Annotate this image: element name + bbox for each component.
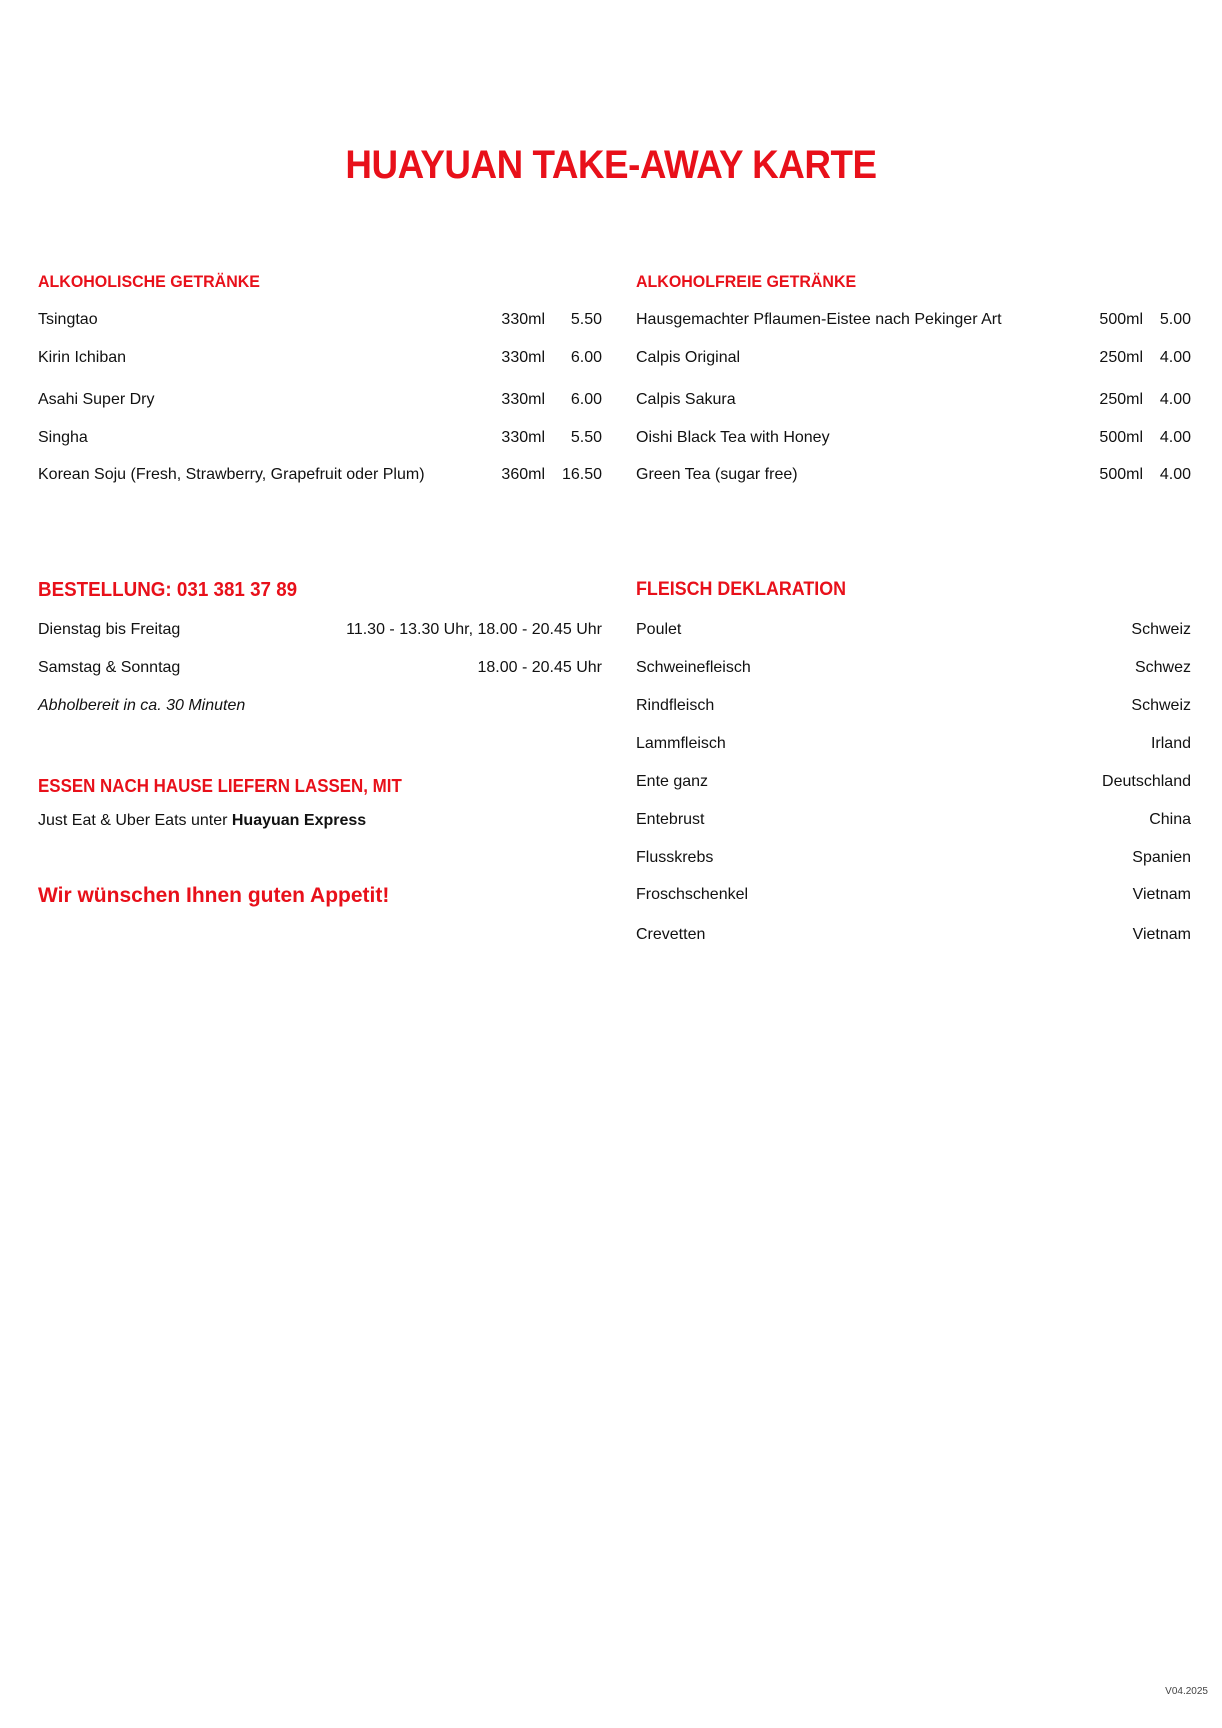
delivery-brand-name: Huayuan Express: [231, 812, 367, 829]
drink-name: Calpis Original: [636, 349, 741, 366]
meat-row: [636, 923, 1191, 947]
alcoholic-drinks-section: [38, 270, 602, 483]
delivery-heading: ESSEN NACH HAUSE LIEFERN LASSEN, MIT: [38, 776, 402, 796]
meat-row: [636, 656, 1191, 680]
meat-row: [636, 694, 1191, 718]
drink-price: 5.50: [570, 429, 602, 446]
meat-origin: China: [1149, 811, 1191, 828]
delivery-text: [38, 809, 602, 833]
drink-volume: 330ml: [501, 429, 545, 446]
drink-price: 5.50: [570, 311, 602, 328]
delivery-platforms: Just Eat & Uber Eats unter: [38, 812, 232, 829]
meat-type: Ente ganz: [636, 773, 709, 790]
drink-price: 6.00: [570, 349, 602, 366]
drink-volume: 360ml: [501, 466, 545, 483]
drink-price: 4.00: [1159, 391, 1191, 408]
meat-type: Poulet: [636, 621, 682, 638]
drink-volume: 250ml: [1099, 391, 1143, 408]
drink-volume: 330ml: [501, 349, 545, 366]
drink-name: Oishi Black Tea with Honey: [636, 429, 830, 446]
meat-origin: Spanien: [1132, 849, 1191, 866]
alcoholic-drinks-heading: ALKOHOLISCHE GETRÄNKE: [38, 272, 260, 291]
drink-name: Kirin Ichiban: [38, 349, 127, 366]
meat-row: [636, 808, 1191, 832]
hours-days: Samstag & Sonntag: [38, 659, 181, 676]
drink-name: Tsingtao: [38, 311, 98, 328]
meat-type: Crevetten: [636, 926, 706, 943]
drink-row: [636, 463, 1191, 487]
drink-price: 16.50: [561, 466, 602, 483]
drink-price: 4.00: [1159, 429, 1191, 446]
drink-volume: 330ml: [501, 391, 545, 408]
hours-days: Dienstag bis Freitag: [38, 621, 181, 638]
closing-message: Wir wünschen Ihnen guten Appetit!: [38, 884, 390, 907]
pickup-note: [38, 694, 602, 718]
order-section: [38, 578, 602, 714]
hours-time: 18.00 - 20.45 Uhr: [477, 659, 602, 676]
meat-type: Flusskrebs: [636, 849, 714, 866]
meat-row: [636, 732, 1191, 756]
delivery-section: [38, 774, 602, 829]
meat-declaration-section: [636, 578, 1191, 943]
drink-name: Asahi Super Dry: [38, 391, 155, 408]
meat-row: [636, 846, 1191, 870]
meat-origin: Vietnam: [1132, 886, 1191, 903]
drink-row: [38, 463, 602, 487]
drink-name: Hausgemachter Pflaumen-Eistee nach Pekinger Art: [636, 311, 1002, 328]
meat-origin: Schweiz: [1131, 621, 1191, 638]
drink-volume: 500ml: [1099, 429, 1143, 446]
drink-price: 4.00: [1159, 349, 1191, 366]
meat-row: [636, 883, 1191, 907]
drink-name: Calpis Sakura: [636, 391, 736, 408]
drink-volume: 500ml: [1099, 311, 1143, 328]
drink-name: Green Tea (sugar free): [636, 466, 798, 483]
drink-name: Korean Soju (Fresh, Strawberry, Grapefruit oder Plum): [38, 466, 425, 483]
drink-row: [636, 308, 1191, 332]
drink-price: 4.00: [1159, 466, 1191, 483]
drink-name: Singha: [38, 429, 88, 446]
hours-row: [38, 618, 602, 642]
meat-type: Froschschenkel: [636, 886, 749, 903]
drink-volume: 500ml: [1099, 466, 1143, 483]
meat-origin: Schwez: [1134, 659, 1191, 676]
drink-row: [636, 426, 1191, 450]
meat-row: [636, 618, 1191, 642]
meat-type: Entebrust: [636, 811, 705, 828]
drink-price: 5.00: [1159, 311, 1191, 328]
drink-row: [38, 388, 602, 412]
drink-price: 6.00: [570, 391, 602, 408]
meat-declaration-heading: FLEISCH DEKLARATION: [636, 579, 847, 600]
meat-row: [636, 770, 1191, 794]
drink-volume: 330ml: [501, 311, 545, 328]
version-label: V04.2025: [1165, 1686, 1208, 1697]
drink-row: [38, 426, 602, 450]
meat-origin: Irland: [1150, 735, 1191, 752]
order-phone-heading: BESTELLUNG: 031 381 37 89: [38, 579, 298, 601]
hours-row: [38, 656, 602, 680]
nonalcoholic-drinks-section: [636, 270, 1191, 483]
nonalcoholic-drinks-heading: ALKOHOLFREIE GETRÄNKE: [636, 272, 857, 291]
hours-time: 11.30 - 13.30 Uhr, 18.00 - 20.45 Uhr: [346, 621, 602, 638]
meat-origin: Vietnam: [1132, 926, 1191, 943]
meat-type: Rindfleisch: [636, 697, 715, 714]
meat-type: Lammfleisch: [636, 735, 726, 752]
drink-row: [636, 346, 1191, 370]
drink-volume: 250ml: [1099, 349, 1143, 366]
meat-origin: Schweiz: [1131, 697, 1191, 714]
meat-type: Schweinefleisch: [636, 659, 751, 676]
page-title: HUAYUAN TAKE-AWAY KARTE: [345, 143, 877, 187]
meat-origin: Deutschland: [1102, 773, 1191, 790]
drink-row: [38, 346, 602, 370]
drink-row: [636, 388, 1191, 412]
drink-row: [38, 308, 602, 332]
pickup-note-text: Abholbereit in ca. 30 Minuten: [38, 697, 246, 714]
